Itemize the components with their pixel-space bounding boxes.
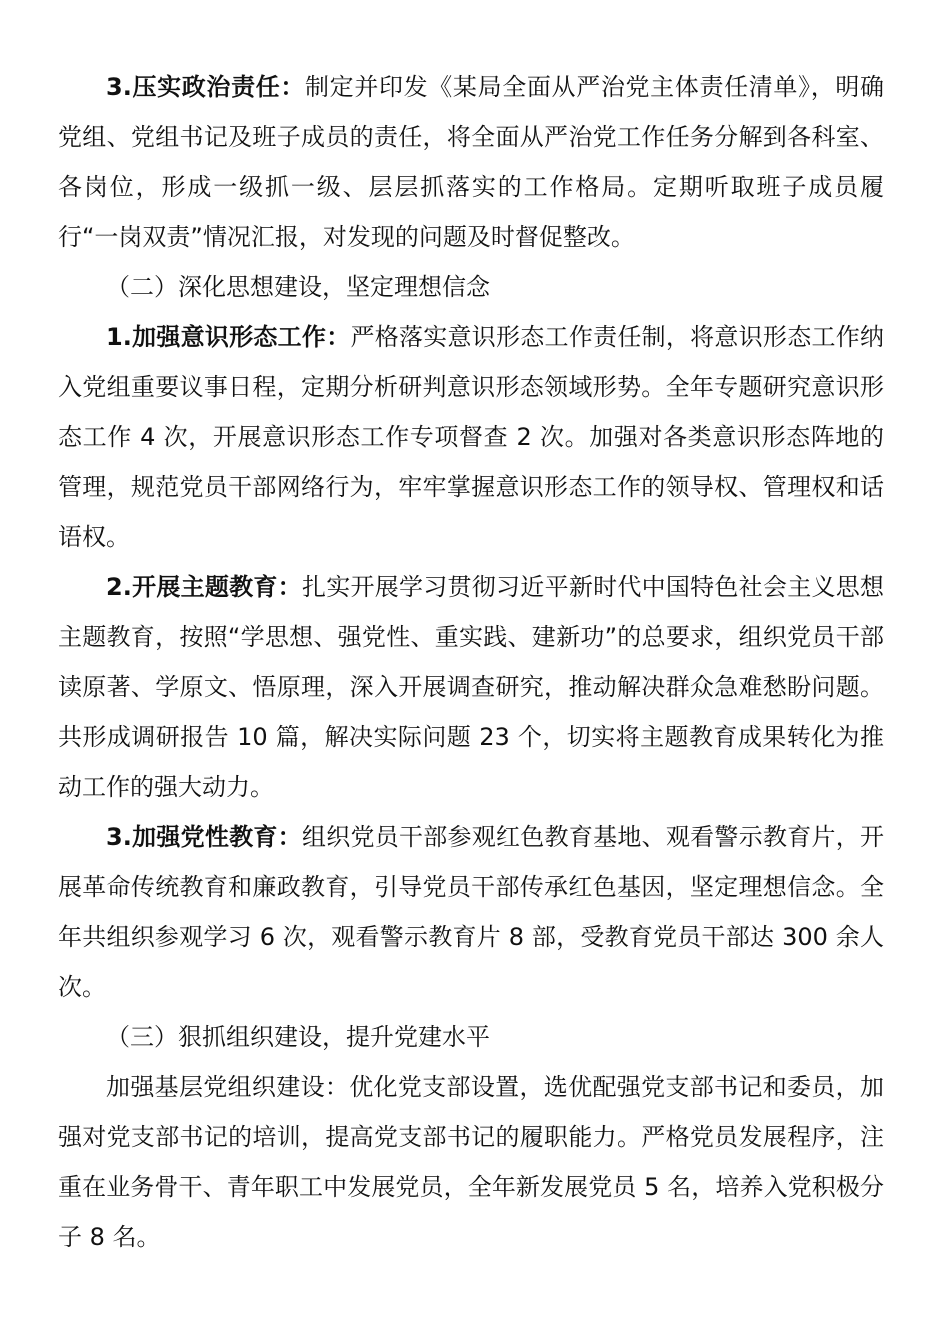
paragraph-text: 制定并印发《某局全面从严治党主体责任清单》，明确党组、党组书记及班子成员的责任，将全面从严治党工作任务分解到各科室、各岗位，形成一级抓一级、层层抓落实的工作格局。定期听取班子成员履行“一岗双责”情况汇报，对发现的问题及时督促整改。 <box>58 73 884 251</box>
paragraph-text: 严格落实意识形态工作责任制，将意识形态工作纳入党组重要议事日程，定期分析研判意识形态领域形势。全年专题研究意识形态工作 4 次，开展意识形态工作专项督查 2 次。加强对各类意识形态阵地的管理，规范党员干部网络行为，牢牢掌握意识形态工作的领导权、管理权和话语权。 <box>58 323 884 551</box>
paragraph-text: 组织党员干部参观红色教育基地、观看警示教育片，开展革命传统教育和廉政教育，引导党员干部传承红色基因，坚定理想信念。全年共组织参观学习 6 次，观看警示教育片 8 部，受教育党员干部达 300 余人次。 <box>58 823 884 1001</box>
paragraph-party-education <box>58 812 884 1012</box>
paragraph-lead: 3.压实政治责任： <box>106 73 306 101</box>
paragraph-text: 扎实开展学习贯彻习近平新时代中国特色社会主义思想主题教育，按照“学思想、强党性、重实践、建新功”的总要求，组织党员干部读原著、学原文、悟原理，深入开展调查研究，推动解决群众急难愁盼问题。共形成调研报告 10 篇，解决实际问题 23 个，切实将主题教育成果转化为推动工作的强大动力。 <box>58 573 884 801</box>
paragraph-lead: 1.加强意识形态工作： <box>106 323 351 351</box>
paragraph-lead: 2.开展主题教育： <box>106 573 302 601</box>
paragraph-lead: 3.加强党性教育： <box>106 823 302 851</box>
paragraph-text: 加强基层党组织建设：优化党支部设置，选优配强党支部书记和委员，加强对党支部书记的培训，提高党支部书记的履职能力。严格党员发展程序，注重在业务骨干、青年职工中发展党员，全年新发展党员 5 名，培养入党积极分子 8 名。 <box>58 1073 884 1251</box>
paragraph-grassroots-organization <box>58 1062 884 1262</box>
paragraph-theme-education <box>58 562 884 812</box>
document-body <box>58 62 884 1262</box>
paragraph-ideology-work <box>58 312 884 562</box>
paragraph-political-responsibility <box>58 62 884 262</box>
section-heading-ideological: （二）深化思想建设，坚定理想信念 <box>106 273 490 301</box>
section-heading-organization: （三）狠抓组织建设，提升党建水平 <box>106 1023 490 1051</box>
